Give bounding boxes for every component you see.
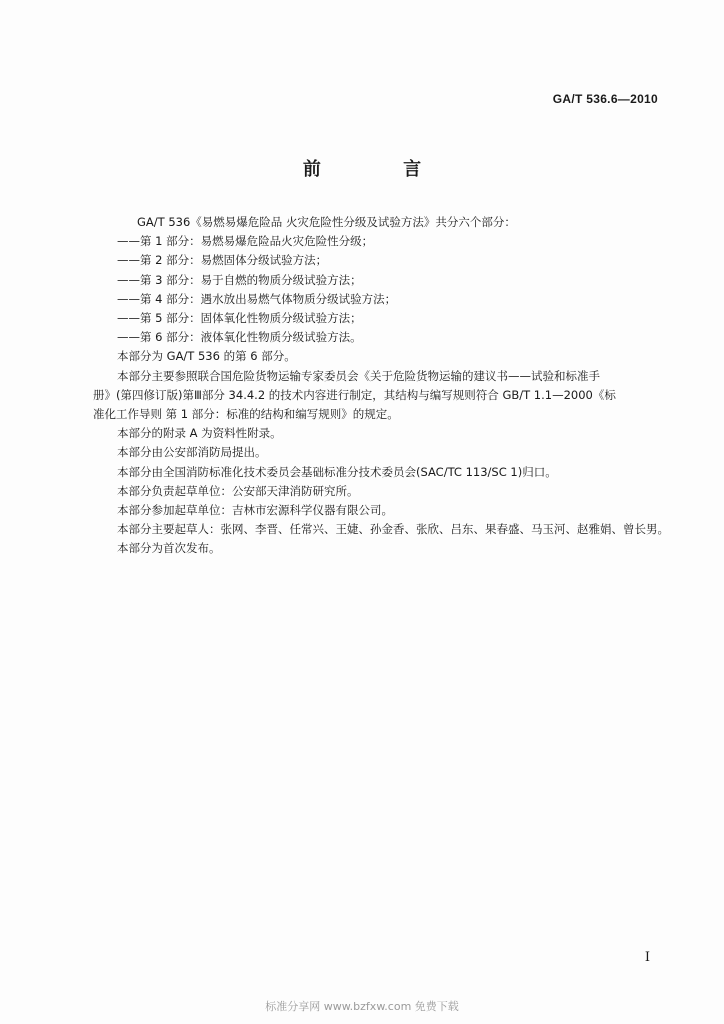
list-item-part-5: ——第 5 部分：固体氧化性物质分级试验方法； [117, 311, 362, 326]
list-item-part-6: ——第 6 部分：液体氧化性物质分级试验方法。 [117, 330, 362, 345]
reference-line-2: 册》(第四修订版)第Ⅲ部分 34.4.2 的技术内容进行制定，其结构与编写规则符合 GB/T 1.1—2000《标 [93, 387, 616, 402]
standard-code: GA/T 536.6—2010 [552, 92, 658, 106]
watermark-text: 标准分享网 www.bzfxw.com 免费下载 [265, 1000, 459, 1013]
foreword-body [93, 213, 669, 559]
page-number: I [644, 950, 650, 965]
reference-line-1: 本部分主要参照联合国危险货物运输专家委员会《关于危险货物运输的建议书——试验和标准手 [117, 368, 600, 383]
list-item-part-1: ——第 1 部分：易燃易爆危险品火灾危险性分级； [117, 234, 374, 249]
managed-by-paragraph: 本部分由全国消防标准化技术委员会基础标准分技术委员会(SAC/TC 113/SC 1)归口。 [117, 464, 557, 479]
first-release-paragraph: 本部分为首次发布。 [117, 541, 221, 556]
appendix-paragraph: 本部分的附录 A 为资料性附录。 [117, 426, 282, 441]
intro-paragraph: GA/T 536《易燃易爆危险品 火灾危险性分级及试验方法》共分六个部分： [137, 215, 516, 229]
list-item-part-2: ——第 2 部分：易燃固体分级试验方法； [117, 253, 328, 268]
participating-unit-paragraph: 本部分参加起草单位：吉林市宏源科学仪器有限公司。 [117, 503, 393, 518]
drafting-unit-paragraph: 本部分负责起草单位：公安部天津消防研究所。 [117, 483, 359, 498]
reference-line-3: 准化工作导则 第 1 部分：标准的结构和编写规则》的规定。 [93, 407, 399, 422]
list-item-part-4: ——第 4 部分：遇水放出易燃气体物质分级试验方法； [117, 291, 397, 306]
part-of-paragraph: 本部分为 GA/T 536 的第 6 部分。 [117, 349, 296, 364]
list-item-part-3: ——第 3 部分：易于自燃的物质分级试验方法； [117, 272, 362, 287]
proposed-by-paragraph: 本部分由公安部消防局提出。 [117, 445, 267, 460]
page-title: 前 言 [302, 159, 460, 180]
drafters-paragraph: 本部分主要起草人：张网、李晋、任常兴、王婕、孙金香、张欣、吕东、果春盛、马玉河、赵雅娟、曾长男。 [117, 522, 669, 537]
